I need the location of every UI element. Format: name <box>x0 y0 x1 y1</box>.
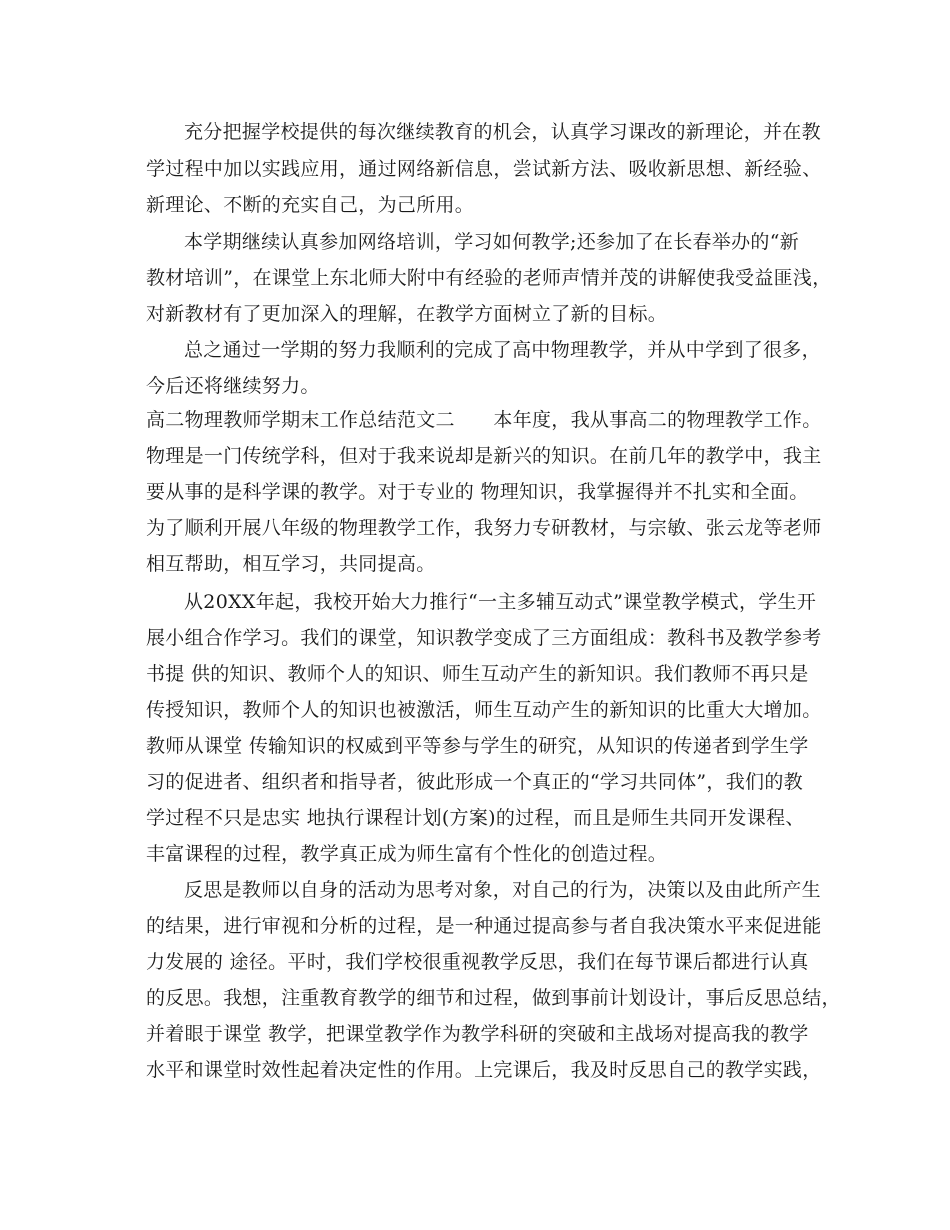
text-line: 传授知识，教师个人的知识也被激活，师生互动产生的新知识的比重大大增加。 <box>146 699 822 721</box>
text-line: 的反思。我想，注重教育教学的细节和过程，做到事前计划设计，事后反思总结， <box>146 987 841 1009</box>
text-line: 对新教材有了更加深入的理解，在教学方面树立了新的目标。 <box>146 303 668 325</box>
text-line: 今后还将继续努力。 <box>146 375 320 397</box>
text-line: 水平和课堂时效性起着决定性的作用。上完课后，我及时反思自己的教学实践， <box>146 1059 822 1081</box>
text-line: 相互帮助，相互学习，共同提高。 <box>146 553 436 575</box>
text-line: 教师从课堂 传输知识的权威到平等参与学生的研究，从知识的传递者到学生学 <box>146 735 809 757</box>
text-line: 本学期继续认真参加网络培训，学习如何教学;还参加了在长春举办的“新 <box>184 231 800 253</box>
text-line: 展小组合作学习。我们的课堂，知识教学变成了三方面组成：教科书及教学参考 <box>146 627 822 649</box>
text-line: 力发展的 途径。平时，我们学校很重视教学反思，我们在每节课后都进行认真 <box>146 951 809 973</box>
text-line: 学过程不只是忠实 地执行课程计划(方案)的过程，而且是师生共同开发课程、 <box>146 807 805 829</box>
text-line: 总之通过一学期的努力我顺利的完成了高中物理教学，并从中学到了很多， <box>184 339 821 361</box>
text-line: 学过程中加以实践应用，通过网络新信息，尝试新方法、吸收新思想、新经验、 <box>146 158 822 180</box>
text-line: 新理论、不断的充实自己，为己所用。 <box>146 194 475 216</box>
text-line: 并着眼于课堂 教学，把课堂教学作为教学科研的突破和主战场对提高我的教学 <box>146 1023 809 1045</box>
text-line: 丰富课程的过程，教学真正成为师生富有个性化的创造过程。 <box>146 843 668 865</box>
text-line: 教材培训”，在课堂上东北师大附中有经验的老师声情并茂的讲解使我受益匪浅， <box>146 267 832 289</box>
section-heading-line: 高二物理教师学期末工作总结范文二 本年度，我从事高二的物理教学工作。 <box>146 409 822 431</box>
text-line: 为了顺利开展八年级的物理教学工作，我努力专研教材，与宗敏、张云龙等老师 <box>146 517 822 539</box>
text-line: 反思是教师以自身的活动为思考对象，对自己的行为，决策以及由此所产生 <box>184 879 821 901</box>
text-line: 物理是一门传统学科，但对于我来说却是新兴的知识。在前几年的教学中，我主 <box>146 445 822 467</box>
text-line: 从20XX年起，我校开始大力推行“一主多辅互动式”课堂教学模式，学生开 <box>184 591 817 613</box>
text-line: 书提 供的知识、教师个人的知识、师生互动产生的新知识。我们教师不再只是 <box>146 663 809 685</box>
text-line: 习的促进者、组织者和指导者，彼此形成一个真正的“学习共同体”，我们的教 <box>146 771 803 793</box>
text-line: 的结果，进行审视和分析的过程，是一种通过提高参与者自我决策水平来促进能 <box>146 915 822 937</box>
text-line: 充分把握学校提供的每次继续教育的机会，认真学习课改的新理论，并在教 <box>184 121 821 143</box>
text-line: 要从事的是科学课的教学。对于专业的 物理知识，我掌握得并不扎实和全面。 <box>146 481 809 503</box>
